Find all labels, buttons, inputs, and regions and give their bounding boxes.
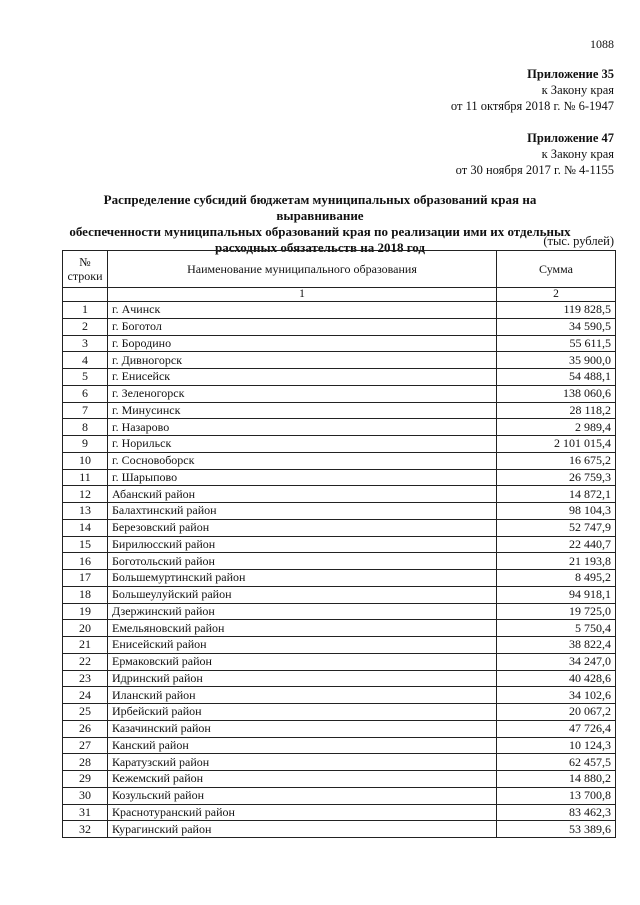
col-sum-header: Сумма: [497, 251, 616, 288]
row-number: 32: [63, 821, 108, 838]
row-number: 27: [63, 737, 108, 754]
col-name-header: Наименование муниципального образования: [108, 251, 497, 288]
table-row: [63, 503, 616, 520]
row-number: 1: [63, 302, 108, 319]
row-sum: 22 440,7: [497, 536, 616, 553]
table-row: [63, 670, 616, 687]
row-municipality-name: г. Назарово: [108, 419, 497, 436]
row-sum: 47 726,4: [497, 720, 616, 737]
appendix-original-title: Приложение 47: [527, 131, 614, 145]
row-municipality-name: г. Шарыпово: [108, 469, 497, 486]
table-row: [63, 436, 616, 453]
col-sum-index: 2: [497, 288, 616, 302]
row-number: 16: [63, 553, 108, 570]
row-municipality-name: Дзержинский район: [108, 603, 497, 620]
row-sum: 53 389,6: [497, 821, 616, 838]
row-sum: 16 675,2: [497, 452, 616, 469]
row-municipality-name: Канский район: [108, 737, 497, 754]
row-number: 15: [63, 536, 108, 553]
table-row: [63, 452, 616, 469]
row-municipality-name: Большемуртинский район: [108, 570, 497, 587]
row-sum: 119 828,5: [497, 302, 616, 319]
table-row: [63, 318, 616, 335]
row-sum: 38 822,4: [497, 637, 616, 654]
table-row: [63, 704, 616, 721]
row-number: 28: [63, 754, 108, 771]
row-municipality-name: Курагинский район: [108, 821, 497, 838]
table-row: [63, 369, 616, 386]
row-number: 20: [63, 620, 108, 637]
row-number: 13: [63, 503, 108, 520]
table-row: [63, 419, 616, 436]
appendix-current-line1: к Закону края: [541, 83, 614, 97]
row-sum: 13 700,8: [497, 787, 616, 804]
row-number: 22: [63, 653, 108, 670]
col-num-index: [63, 288, 108, 302]
table-row: [63, 402, 616, 419]
row-municipality-name: Бирилюсский район: [108, 536, 497, 553]
row-sum: 83 462,3: [497, 804, 616, 821]
row-municipality-name: г. Минусинск: [108, 402, 497, 419]
row-number: 30: [63, 787, 108, 804]
row-sum: 20 067,2: [497, 704, 616, 721]
row-municipality-name: Кежемский район: [108, 771, 497, 788]
col-num-header-symbol: №: [79, 255, 91, 269]
row-sum: 14 872,1: [497, 486, 616, 503]
table-row: [63, 821, 616, 838]
row-number: 11: [63, 469, 108, 486]
row-municipality-name: г. Норильск: [108, 436, 497, 453]
row-municipality-name: Абанский район: [108, 486, 497, 503]
row-sum: 28 118,2: [497, 402, 616, 419]
table-row: [63, 553, 616, 570]
row-number: 19: [63, 603, 108, 620]
row-number: 6: [63, 385, 108, 402]
row-number: 12: [63, 486, 108, 503]
row-sum: 2 989,4: [497, 419, 616, 436]
table-header-row: [63, 251, 616, 288]
row-number: 10: [63, 452, 108, 469]
appendix-original-line1: к Закону края: [541, 147, 614, 161]
row-municipality-name: Казачинский район: [108, 720, 497, 737]
table-row: [63, 586, 616, 603]
table-row: [63, 804, 616, 821]
row-municipality-name: г. Енисейск: [108, 369, 497, 386]
row-number: 8: [63, 419, 108, 436]
row-sum: 54 488,1: [497, 369, 616, 386]
row-municipality-name: Иланский район: [108, 687, 497, 704]
table-row: [63, 335, 616, 352]
row-sum: 19 725,0: [497, 603, 616, 620]
row-number: 2: [63, 318, 108, 335]
table-row: [63, 787, 616, 804]
row-municipality-name: Емельяновский район: [108, 620, 497, 637]
row-municipality-name: Идринский район: [108, 670, 497, 687]
row-municipality-name: г. Сосновоборск: [108, 452, 497, 469]
table-row: [63, 536, 616, 553]
row-number: 7: [63, 402, 108, 419]
row-municipality-name: Козульский район: [108, 787, 497, 804]
row-sum: 34 102,6: [497, 687, 616, 704]
row-sum: 21 193,8: [497, 553, 616, 570]
table-row: [63, 771, 616, 788]
col-name-index: 1: [108, 288, 497, 302]
row-sum: 35 900,0: [497, 352, 616, 369]
row-sum: 55 611,5: [497, 335, 616, 352]
row-sum: 98 104,3: [497, 503, 616, 520]
heading-line-2: обеспеченности муниципальных образований края по реализации ими их отдельных: [69, 224, 571, 239]
row-number: 4: [63, 352, 108, 369]
page-number: 1088: [590, 37, 614, 51]
row-municipality-name: Большеулуйский район: [108, 586, 497, 603]
table-row: [63, 352, 616, 369]
row-municipality-name: г. Боготол: [108, 318, 497, 335]
row-number: 31: [63, 804, 108, 821]
row-number: 24: [63, 687, 108, 704]
appendix-current-block: [451, 66, 614, 114]
row-sum: 5 750,4: [497, 620, 616, 637]
row-number: 3: [63, 335, 108, 352]
table-column-index-row: [63, 288, 616, 302]
appendix-current-line2: от 11 октября 2018 г. № 6-1947: [450, 99, 614, 113]
row-number: 5: [63, 369, 108, 386]
heading-line-1: Распределение субсидий бюджетам муниципальных образований края на выравнивание: [103, 192, 537, 223]
table-row: [63, 603, 616, 620]
row-number: 9: [63, 436, 108, 453]
row-number: 21: [63, 637, 108, 654]
heading-line-3: расходных обязательств на 2018 год: [214, 240, 426, 255]
row-municipality-name: г. Бородино: [108, 335, 497, 352]
units-label: (тыс. рублей): [543, 234, 614, 248]
row-number: 23: [63, 670, 108, 687]
row-sum: 94 918,1: [497, 586, 616, 603]
row-sum: 14 880,2: [497, 771, 616, 788]
table-row: [63, 570, 616, 587]
table-row: [63, 620, 616, 637]
row-municipality-name: Балахтинский район: [108, 503, 497, 520]
row-sum: 2 101 015,4: [497, 436, 616, 453]
table-body: [63, 302, 616, 838]
table-row: [63, 720, 616, 737]
table-row: [63, 653, 616, 670]
row-municipality-name: г. Ачинск: [108, 302, 497, 319]
row-sum: 10 124,3: [497, 737, 616, 754]
row-sum: 138 060,6: [497, 385, 616, 402]
table-row: [63, 687, 616, 704]
row-municipality-name: Ирбейский район: [108, 704, 497, 721]
row-sum: 62 457,5: [497, 754, 616, 771]
row-sum: 40 428,6: [497, 670, 616, 687]
col-num-header: [63, 251, 108, 288]
row-number: 14: [63, 519, 108, 536]
row-municipality-name: Березовский район: [108, 519, 497, 536]
table-row: [63, 302, 616, 319]
row-municipality-name: г. Дивногорск: [108, 352, 497, 369]
row-number: 26: [63, 720, 108, 737]
row-municipality-name: Ермаковский район: [108, 653, 497, 670]
table-row: [63, 754, 616, 771]
row-municipality-name: г. Зеленогорск: [108, 385, 497, 402]
appendix-original-block: [456, 130, 614, 178]
row-sum: 8 495,2: [497, 570, 616, 587]
table-row: [63, 519, 616, 536]
row-number: 25: [63, 704, 108, 721]
table-row: [63, 385, 616, 402]
table-row: [63, 637, 616, 654]
row-municipality-name: Каратузский район: [108, 754, 497, 771]
row-municipality-name: Краснотуранский район: [108, 804, 497, 821]
row-sum: 52 747,9: [497, 519, 616, 536]
row-sum: 26 759,3: [497, 469, 616, 486]
appendix-current-title: Приложение 35: [527, 67, 614, 81]
row-municipality-name: Енисейский район: [108, 637, 497, 654]
row-number: 18: [63, 586, 108, 603]
table-row: [63, 486, 616, 503]
row-number: 17: [63, 570, 108, 587]
appendix-original-line2: от 30 ноября 2017 г. № 4-1155: [455, 163, 614, 177]
row-sum: 34 247,0: [497, 653, 616, 670]
col-num-header-text: строки: [67, 269, 103, 283]
row-sum: 34 590,5: [497, 318, 616, 335]
document-heading: [60, 192, 580, 256]
subsidy-table: [62, 250, 616, 838]
row-number: 29: [63, 771, 108, 788]
table-row: [63, 737, 616, 754]
table-row: [63, 469, 616, 486]
row-municipality-name: Боготольский район: [108, 553, 497, 570]
